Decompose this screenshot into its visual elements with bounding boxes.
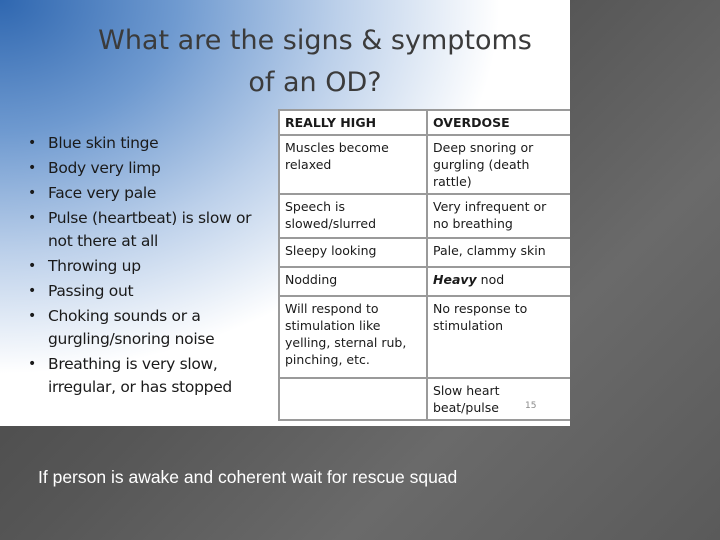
bullet-icon: • bbox=[28, 135, 36, 151]
table-row bbox=[279, 194, 570, 238]
symptom-text: Breathing is very slow, irregular, or has stopped bbox=[48, 355, 232, 396]
symptom-item bbox=[26, 305, 271, 351]
symptom-list bbox=[26, 132, 271, 401]
emphasis-rest: nod bbox=[476, 272, 505, 287]
table-cell: No response to stimulation bbox=[427, 296, 570, 378]
column-header-overdose: OVERDOSE bbox=[427, 110, 570, 135]
title-line-2: of an OD? bbox=[248, 67, 382, 98]
symptom-text: Throwing up bbox=[48, 257, 141, 275]
bullet-icon: • bbox=[28, 308, 36, 324]
title-line-1: What are the signs & symptoms bbox=[98, 25, 532, 56]
comparison-table bbox=[278, 109, 570, 421]
table-row bbox=[279, 378, 570, 420]
symptom-text: Pulse (heartbeat) is slow or not there at all bbox=[48, 209, 252, 250]
table-cell: Muscles become relaxed bbox=[279, 135, 427, 194]
emphasis-word: Heavy bbox=[433, 272, 477, 287]
bullet-icon: • bbox=[28, 356, 36, 372]
symptom-item bbox=[26, 182, 271, 205]
slide-title bbox=[60, 20, 570, 104]
bullet-icon: • bbox=[28, 283, 36, 299]
table-cell: Will respond to stimulation like yelling, sternal rub, pinching, etc. bbox=[279, 296, 427, 378]
table-cell: Very infrequent or no breathing bbox=[427, 194, 570, 238]
symptom-item bbox=[26, 353, 271, 399]
bullet-icon: • bbox=[28, 258, 36, 274]
bullet-icon: • bbox=[28, 160, 36, 176]
table-cell: Slow heart beat/pulse bbox=[427, 378, 570, 420]
symptom-text: Choking sounds or a gurgling/snoring noise bbox=[48, 307, 215, 348]
symptom-item bbox=[26, 132, 271, 155]
symptom-text: Body very limp bbox=[48, 159, 161, 177]
table-row bbox=[279, 296, 570, 378]
table-header-row bbox=[279, 110, 570, 135]
caption-text: If person is awake and coherent wait for rescue squad bbox=[38, 467, 458, 487]
table-cell: Sleepy looking bbox=[279, 238, 427, 267]
symptom-text: Blue skin tinge bbox=[48, 134, 159, 152]
table-cell bbox=[279, 378, 427, 420]
symptom-text: Passing out bbox=[48, 282, 134, 300]
table-row bbox=[279, 267, 570, 296]
page-number: 15 bbox=[525, 401, 537, 411]
table-cell: Nodding bbox=[279, 267, 427, 296]
symptom-item bbox=[26, 157, 271, 180]
symptom-item bbox=[26, 207, 271, 253]
symptom-item bbox=[26, 280, 271, 303]
column-header-really-high: REALLY HIGH bbox=[279, 110, 427, 135]
table-cell bbox=[427, 267, 570, 296]
table-row bbox=[279, 238, 570, 267]
table-row bbox=[279, 135, 570, 194]
table-cell: Pale, clammy skin bbox=[427, 238, 570, 267]
bullet-icon: • bbox=[28, 210, 36, 226]
symptom-text: Face very pale bbox=[48, 184, 157, 202]
bullet-icon: • bbox=[28, 185, 36, 201]
table-cell: Deep snoring or gurgling (death rattle) bbox=[427, 135, 570, 194]
table-cell: Speech is slowed/slurred bbox=[279, 194, 427, 238]
symptom-item bbox=[26, 255, 271, 278]
